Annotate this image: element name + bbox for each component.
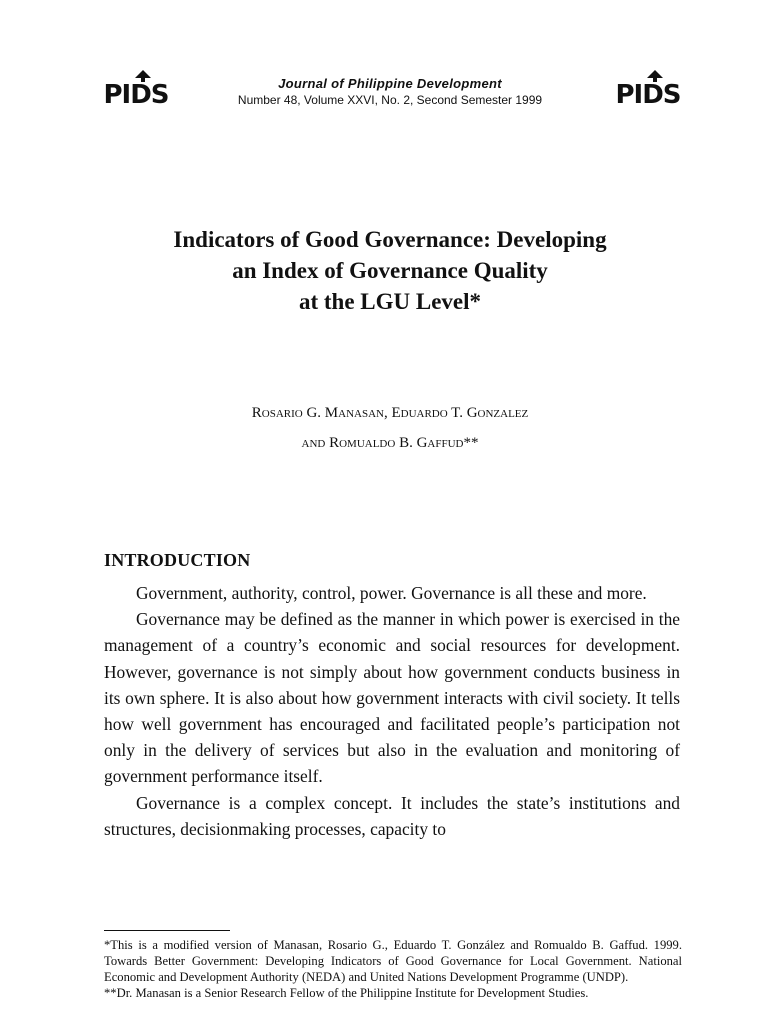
- article-title: [90, 224, 690, 317]
- body-paragraph: Governance is a complex concept. It includes the state’s institutions and structures, decisionmaking processes, capacity to: [104, 792, 680, 839]
- footnotes: [104, 937, 682, 1001]
- body-paragraph: Governance may be defined as the manner in which power is exercised in the management of a country’s economic and social resources for development. However, governance is not simply about how government conducts business in its own sphere. It is also about how government interacts with civil society. It tells how well government has encouraged and facilitated people’s participation not only in the delivery of services but also in the evaluation and monitoring of government performance itself.: [104, 609, 680, 787]
- authors-line-1: Rosario G. Manasan, Eduardo T. Gonzalez: [251, 405, 529, 421]
- svg-text:PIDS: PIDS: [103, 80, 169, 106]
- title-line-1: Indicators of Good Governance: Developing: [173, 227, 607, 252]
- journal-issue: Number 48, Volume XXVI, No. 2, Second Semester 1999: [237, 93, 543, 107]
- footnote-1: *This is a modified version of Manasan, Rosario G., Eduardo T. González and Romualdo B. Gaffud. 1999. Towards Better Government: Developing Indicators of Good Governance for Local Government. National Economic and Development Authority (NEDA) and United Nations Development Programme (UNDP).: [104, 938, 682, 984]
- footnote-divider: [104, 930, 230, 931]
- journal-name: Journal of Philippine Development: [278, 76, 502, 91]
- body-paragraph: Government, authority, control, power. Governance is all these and more.: [136, 583, 647, 603]
- title-line-2: an Index of Governance Quality: [232, 258, 548, 283]
- authors-line-2: and Romualdo B. Gaffud**: [301, 435, 479, 451]
- svg-text:PIDS: PIDS: [615, 80, 681, 106]
- pids-logo-icon: [103, 70, 169, 106]
- pids-logo-left: [103, 70, 169, 106]
- body-text: [104, 580, 680, 842]
- article-authors: [140, 398, 640, 458]
- section-heading: INTRODUCTION: [104, 550, 251, 570]
- journal-header: [190, 76, 590, 108]
- pids-logo-right: [615, 70, 681, 106]
- pids-logo-icon: [615, 70, 681, 106]
- title-line-3: at the LGU Level*: [298, 289, 482, 314]
- footnote-2: **Dr. Manasan is a Senior Research Fellow of the Philippine Institute for Development Studies.: [104, 986, 589, 1000]
